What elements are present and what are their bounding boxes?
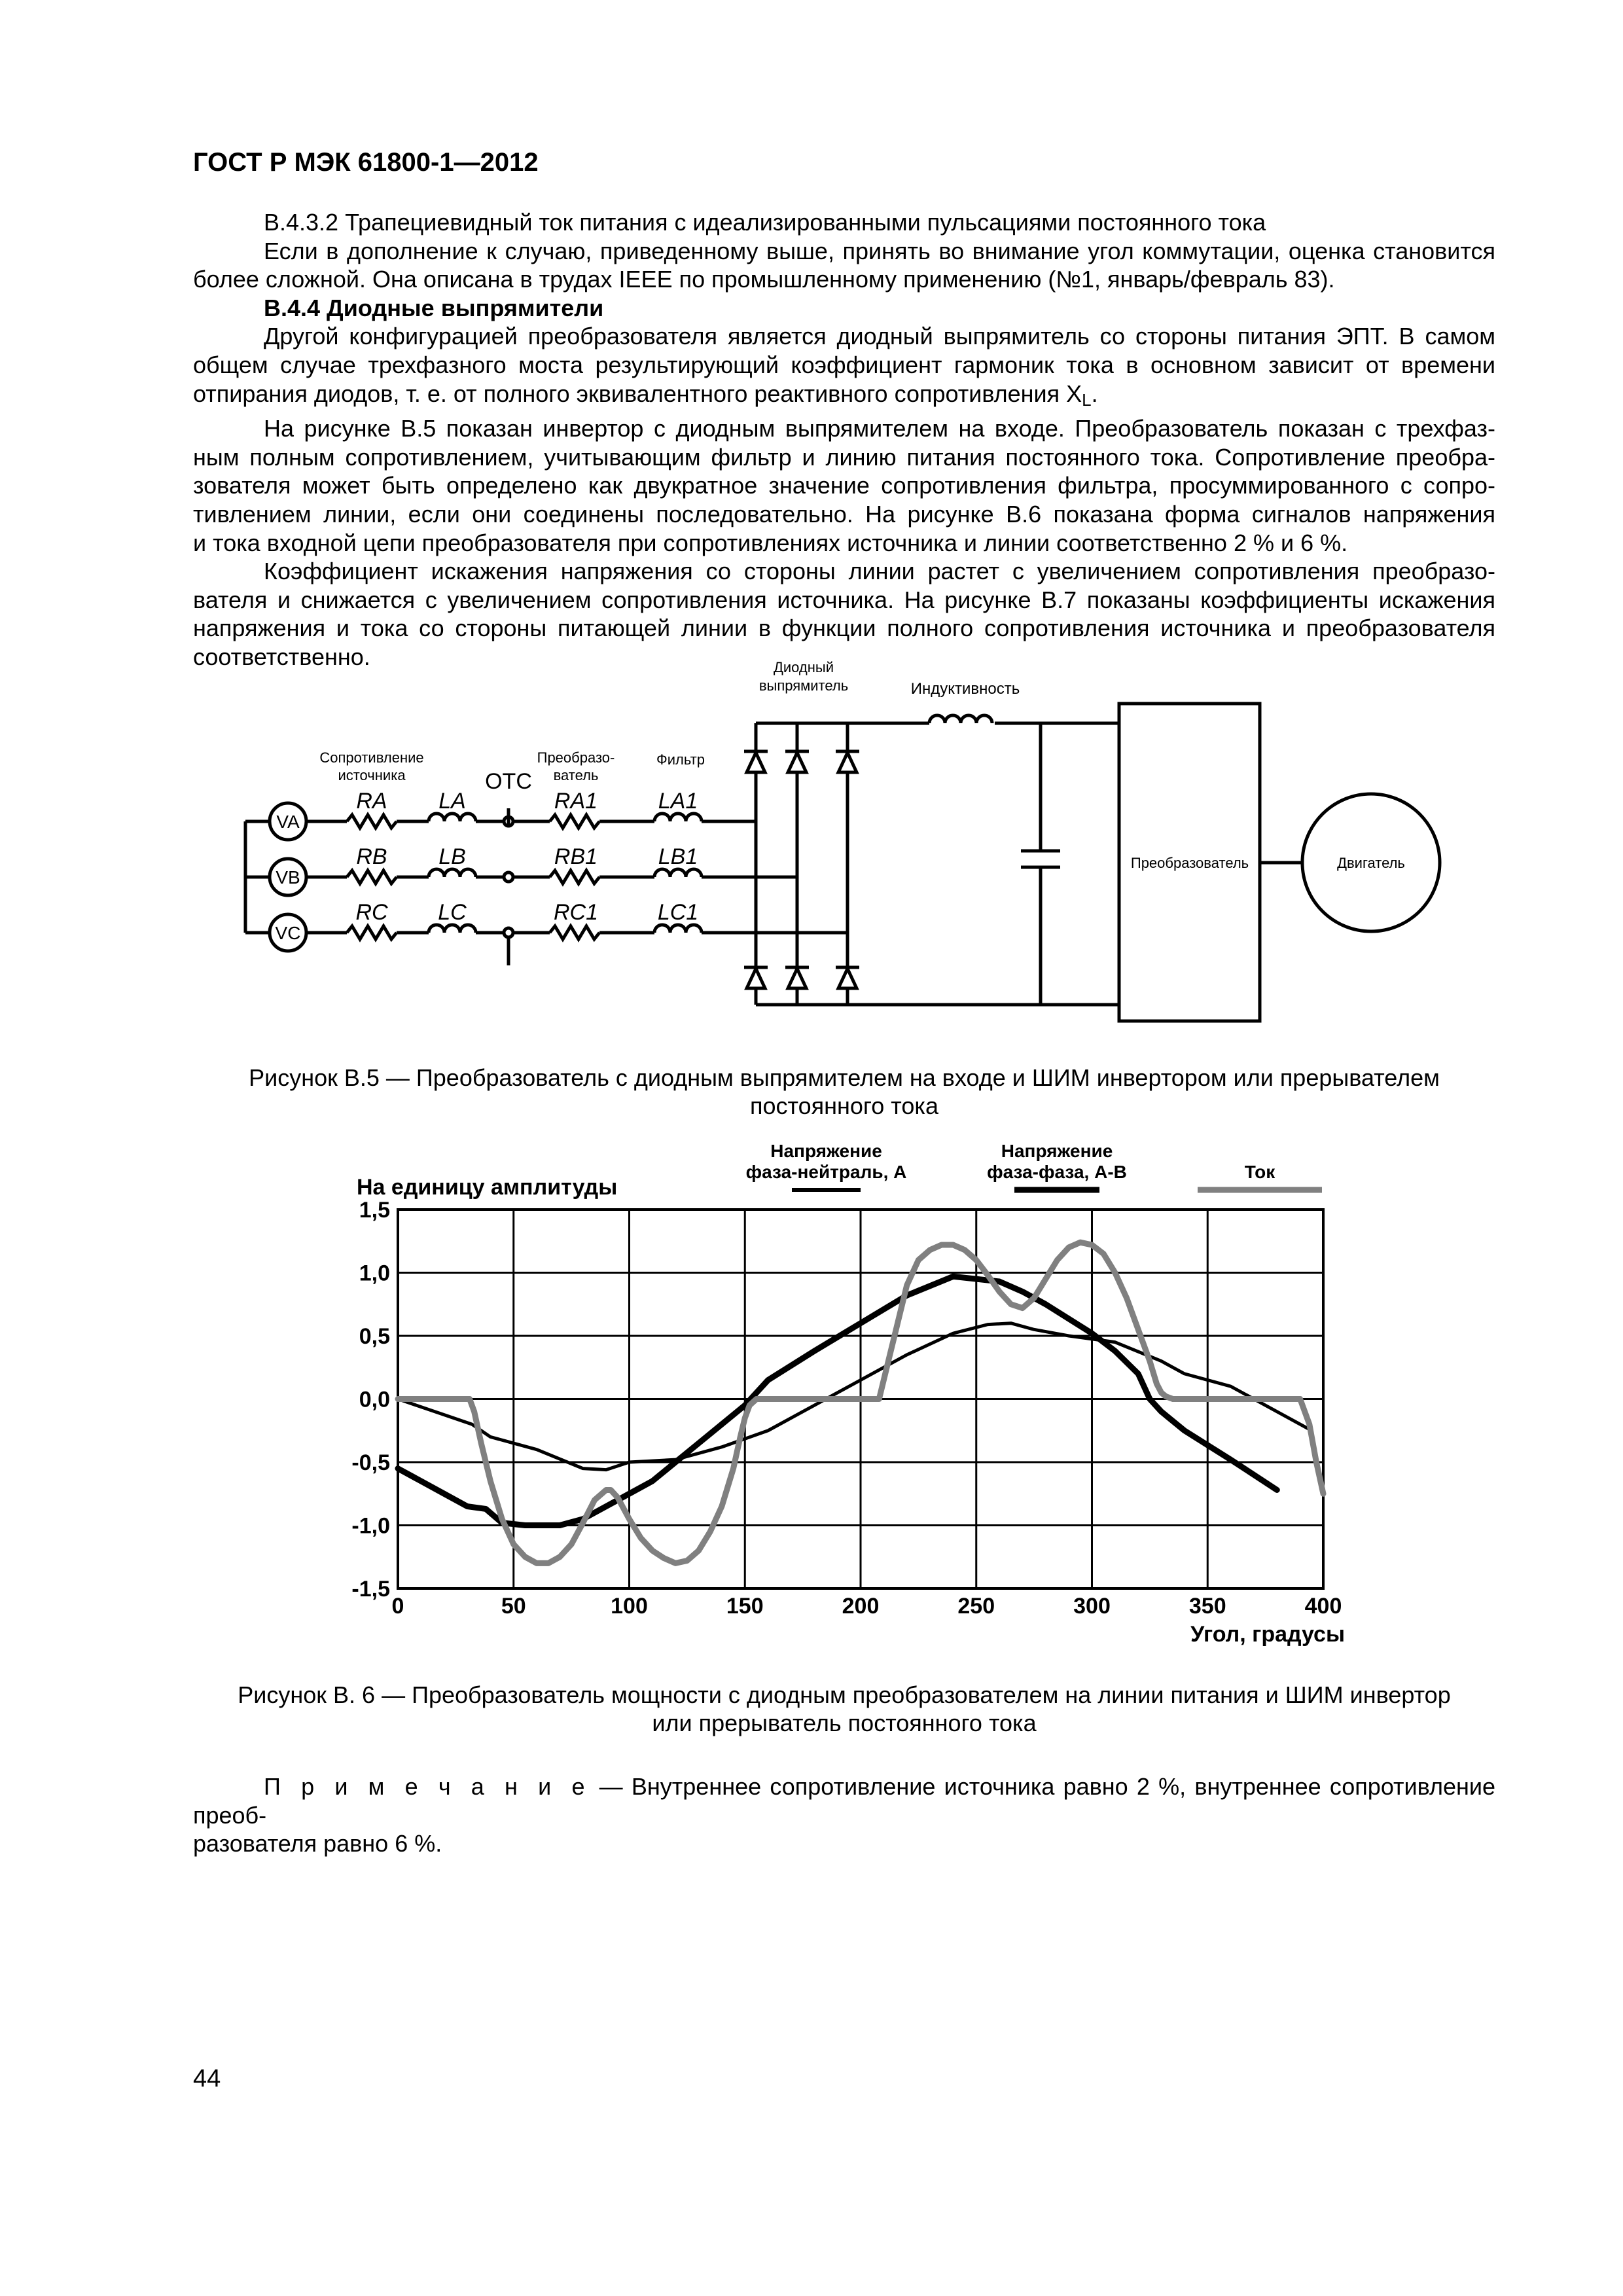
text-line: тивлением линии, если они соединены последовательно. На рисунке В.6 показана форма сигналов напряжения xyxy=(193,500,1495,528)
caption-line: Рисунок В. 6 — Преобразователь мощности с диодным преобразователем на линии питания и ШИМ инвертор xyxy=(238,1681,1451,1708)
x-tick-label: 0 xyxy=(391,1594,404,1619)
label-rc: RC xyxy=(355,900,388,925)
text-line: Коэффициент искажения напряжения со стороны линии растет с увеличением сопротивления преобразо- xyxy=(264,558,1495,585)
document-header: ГОСТ Р МЭК 61800-1—2012 xyxy=(193,148,539,177)
label-source-impedance-1: Сопротивление xyxy=(319,749,424,766)
label-lc: LC xyxy=(438,900,467,925)
chart-axes xyxy=(351,1175,1345,1647)
y-tick-label: -0,5 xyxy=(351,1450,390,1475)
paragraph-commutation xyxy=(193,237,1495,294)
text-line: Другой конфигурацией преобразователя является диодный выпрямитель со стороны питания ЭПТ. В самом xyxy=(264,323,1495,350)
label-lc1: LC1 xyxy=(657,900,699,925)
caption-line: или прерыватель постоянного тока xyxy=(652,1710,1037,1736)
x-tick-label: 250 xyxy=(957,1594,995,1619)
legend-label: фаза-фаза, А-В xyxy=(987,1162,1127,1182)
note-label: П р и м е ч а н и е xyxy=(264,1773,591,1800)
label-ra: RA xyxy=(356,789,387,814)
source-vb: VB xyxy=(276,867,300,888)
subscript: L xyxy=(1082,389,1092,410)
x-tick-label: 150 xyxy=(726,1594,764,1619)
text-line: и тока входной цепи преобразователя при сопротивлениях источника и линии соответственно 2 % и 6 %. xyxy=(193,529,1348,556)
chart-legend xyxy=(746,1141,1322,1190)
label-diode-rectifier-2: выпрямитель xyxy=(758,677,849,694)
text-line: напряжения и тока со стороны питающей линии в функции полного сопротивления источника и преобразователя xyxy=(193,615,1495,642)
note-text: разователя равно 6 %. xyxy=(193,1830,442,1857)
label-rb: RB xyxy=(356,844,387,869)
text-line: Если в дополнение к случаю, приведенному выше, принять во внимание угол коммутации, оценка становится xyxy=(264,237,1495,264)
text-line: общем случае трехфазного моста результирующий коэффициент гармоник тока в основном зависит от времени xyxy=(193,351,1495,378)
label-ra1: RA1 xyxy=(554,789,598,814)
text-line: ным полным сопротивлением, учитывающим фильтр и линию питания постоянного тока. Сопротивление преобра- xyxy=(193,443,1495,471)
x-tick-label: 50 xyxy=(501,1594,526,1619)
legend-label: Ток xyxy=(1244,1162,1275,1182)
figure-b5-caption xyxy=(193,1064,1495,1120)
series-line-2 xyxy=(398,1242,1323,1563)
paragraph-figure-b5 xyxy=(193,414,1495,557)
body-text xyxy=(193,208,1495,672)
section-heading: В.4.4 Диодные выпрямители xyxy=(264,294,604,321)
y-tick-label: -1,0 xyxy=(351,1513,390,1539)
y-tick-label: 1,0 xyxy=(359,1261,390,1286)
x-tick-label: 300 xyxy=(1073,1594,1111,1619)
note-text: — Внутреннее сопротивление источника равно 2 %, внутреннее сопротивление преоб- xyxy=(193,1773,1495,1829)
y-tick-label: -1,5 xyxy=(351,1577,390,1602)
paragraph-subsection xyxy=(193,208,1495,237)
converter-block-label: Преобразователь xyxy=(1130,855,1249,871)
series-line-0 xyxy=(398,1323,1311,1470)
legend-label: Напряжение xyxy=(770,1141,882,1161)
text-line: более сложной. Она описана в трудах IEEE по промышленному применению (№1, январь/февраль 83). xyxy=(193,266,1335,293)
text-line: вателя и снижается с увеличением сопротивления источника. На рисунке В.7 показаны коэффициенты искажения xyxy=(193,586,1495,613)
label-diode-rectifier-1: Диодный xyxy=(773,659,834,675)
text-period: . xyxy=(1091,380,1098,407)
source-va: VA xyxy=(276,812,300,832)
label-rc1: RC1 xyxy=(553,900,599,925)
source-vc: VC xyxy=(275,923,301,943)
series-line-1 xyxy=(398,1276,1277,1525)
text-line: зователя может быть определено как двукратное значение сопротивления фильтра, просуммированного с сопро- xyxy=(193,472,1495,499)
label-la1: LA1 xyxy=(658,789,698,814)
page-number: 44 xyxy=(193,2065,221,2092)
motor-label: Двигатель xyxy=(1337,855,1405,871)
y-tick-label: 1,5 xyxy=(359,1198,390,1223)
label-lb: LB xyxy=(438,844,466,869)
label-filter: Фильтр xyxy=(656,751,705,768)
label-lb1: LB1 xyxy=(658,844,698,869)
x-axis-label: Угол, градусы xyxy=(1190,1622,1345,1647)
label-inductance: Индуктивность xyxy=(910,680,1020,698)
x-tick-label: 350 xyxy=(1188,1594,1226,1619)
label-converter-small-2: ватель xyxy=(553,767,599,783)
note xyxy=(193,1772,1495,1858)
legend-label: фаза-нейтраль, А xyxy=(745,1162,907,1182)
caption-line: постоянного тока xyxy=(750,1092,938,1119)
x-tick-label: 200 xyxy=(842,1594,880,1619)
label-converter-small-1: Преобразо- xyxy=(537,749,615,766)
x-tick-label: 400 xyxy=(1304,1594,1342,1619)
label-source-impedance-2: источника xyxy=(338,767,406,783)
y-tick-label: 0,0 xyxy=(359,1387,390,1412)
paragraph-diode-rectifiers xyxy=(193,322,1495,414)
x-tick-label: 100 xyxy=(611,1594,648,1619)
label-rb1: RB1 xyxy=(554,844,598,869)
chart-grid xyxy=(398,1210,1323,1588)
text-line: В.4.3.2 Трапециевидный ток питания с идеализированными пульсациями постоянного тока xyxy=(264,209,1266,236)
text-line: На рисунке В.5 показан инвертор с диодным выпрямителем на входе. Преобразователь показан с трехфаз- xyxy=(264,415,1495,442)
text-line: соответственно. xyxy=(193,643,370,670)
plot-frame xyxy=(398,1210,1323,1588)
figure-b6-caption xyxy=(193,1681,1495,1737)
legend-label: Напряжение xyxy=(1001,1141,1113,1161)
label-otc: ОТС xyxy=(485,769,532,794)
y-axis-label: На единицу амплитуды xyxy=(357,1175,618,1200)
paragraph-distortion xyxy=(193,557,1495,671)
y-tick-label: 0,5 xyxy=(359,1324,390,1349)
caption-line: Рисунок В.5 — Преобразователь с диодным выпрямителем на входе и ШИМ инвертором или прерывателем xyxy=(249,1064,1440,1091)
chart-series xyxy=(398,1242,1323,1563)
text-line: отпирания диодов, т. е. от полного эквивалентного реактивного сопротивления X xyxy=(193,380,1082,407)
label-la: LA xyxy=(438,789,466,814)
